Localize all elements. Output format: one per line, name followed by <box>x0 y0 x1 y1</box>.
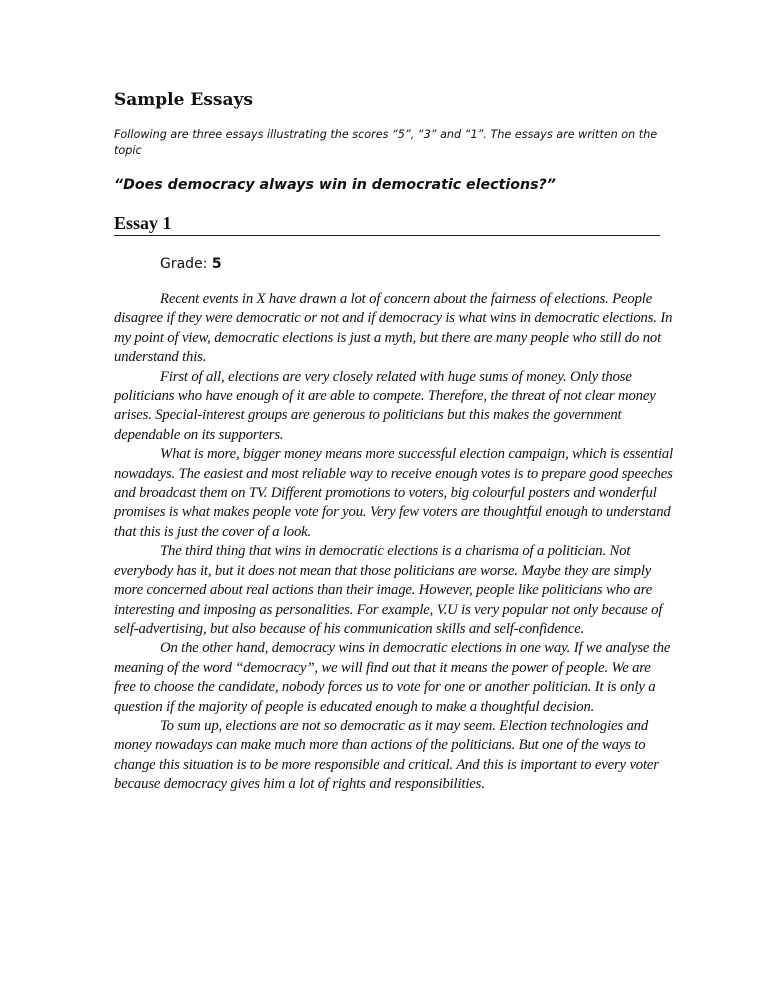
grade-label: Grade: <box>160 256 208 272</box>
essay-paragraph: First of all, elections are very closely related with huge sums of money. Only those politicians who have enough of it are able to compete. Therefore, the threat of not clear money arises. Special-interest groups are generous to politicians but this makes the government dependable on its supporters. <box>114 368 656 443</box>
document-title: Sample Essays <box>114 90 253 110</box>
essay-paragraph: Recent events in X have drawn a lot of concern about the fairness of elections. People disagree if they were democratic or not and if democracy is what wins in democratic elections. In my point of view, democratic elections is just a myth, but there are many people who still do not understand this. <box>114 291 673 366</box>
essay-paragraph: The third thing that wins in democratic elections is a charisma of a politician. Not everybody has it, but it does not mean that those politicians are worse. Maybe they are simply more concerned about real actions than their image. However, people like politicians who are interesting and imposing as personalities. For example, V.U is very popular not only because of self-advertising, but also because of his communication skills and self-confidence. <box>114 543 663 637</box>
essay-paragraph: To sum up, elections are not so democratic as it may seem. Election technologies and money nowadays can make much more than actions of the politicians. But one of the ways to change this situation is to be more responsible and critical. And this is important to every voter because democracy gives him a lot of rights and responsibilities. <box>114 717 659 793</box>
grade-value: 5 <box>211 256 222 272</box>
essay-heading: Essay 1 <box>114 212 660 236</box>
essay-paragraph: On the other hand, democracy wins in democratic elections in one way. If we analyse the meaning of the word “democracy”, we will find out that it means the power of people. We are free to choose the candidate, nobody forces us to vote for one or another politician. It is only a question if the majority of people is educated enough to make a thoughtful decision. <box>114 640 671 715</box>
grade-line <box>160 256 222 272</box>
intro-text: Following are three essays illustrating the scores “5”, “3” and “1”. The essays are written on the topic <box>114 128 658 157</box>
essay-paragraph: What is more, bigger money means more successful election campaign, which is essential nowadays. The easiest and most reliable way to receive enough votes is to prepare good speeches and broadcast them on TV. Different promotions to voters, big colourful posters and wonderful promises is what makes people vote for you. Very few voters are thoughtful enough to understand that this is just the cover of a look. <box>114 446 674 540</box>
essay-body <box>114 290 674 795</box>
essay-topic: “Does democracy always win in democratic elections?” <box>114 177 556 193</box>
